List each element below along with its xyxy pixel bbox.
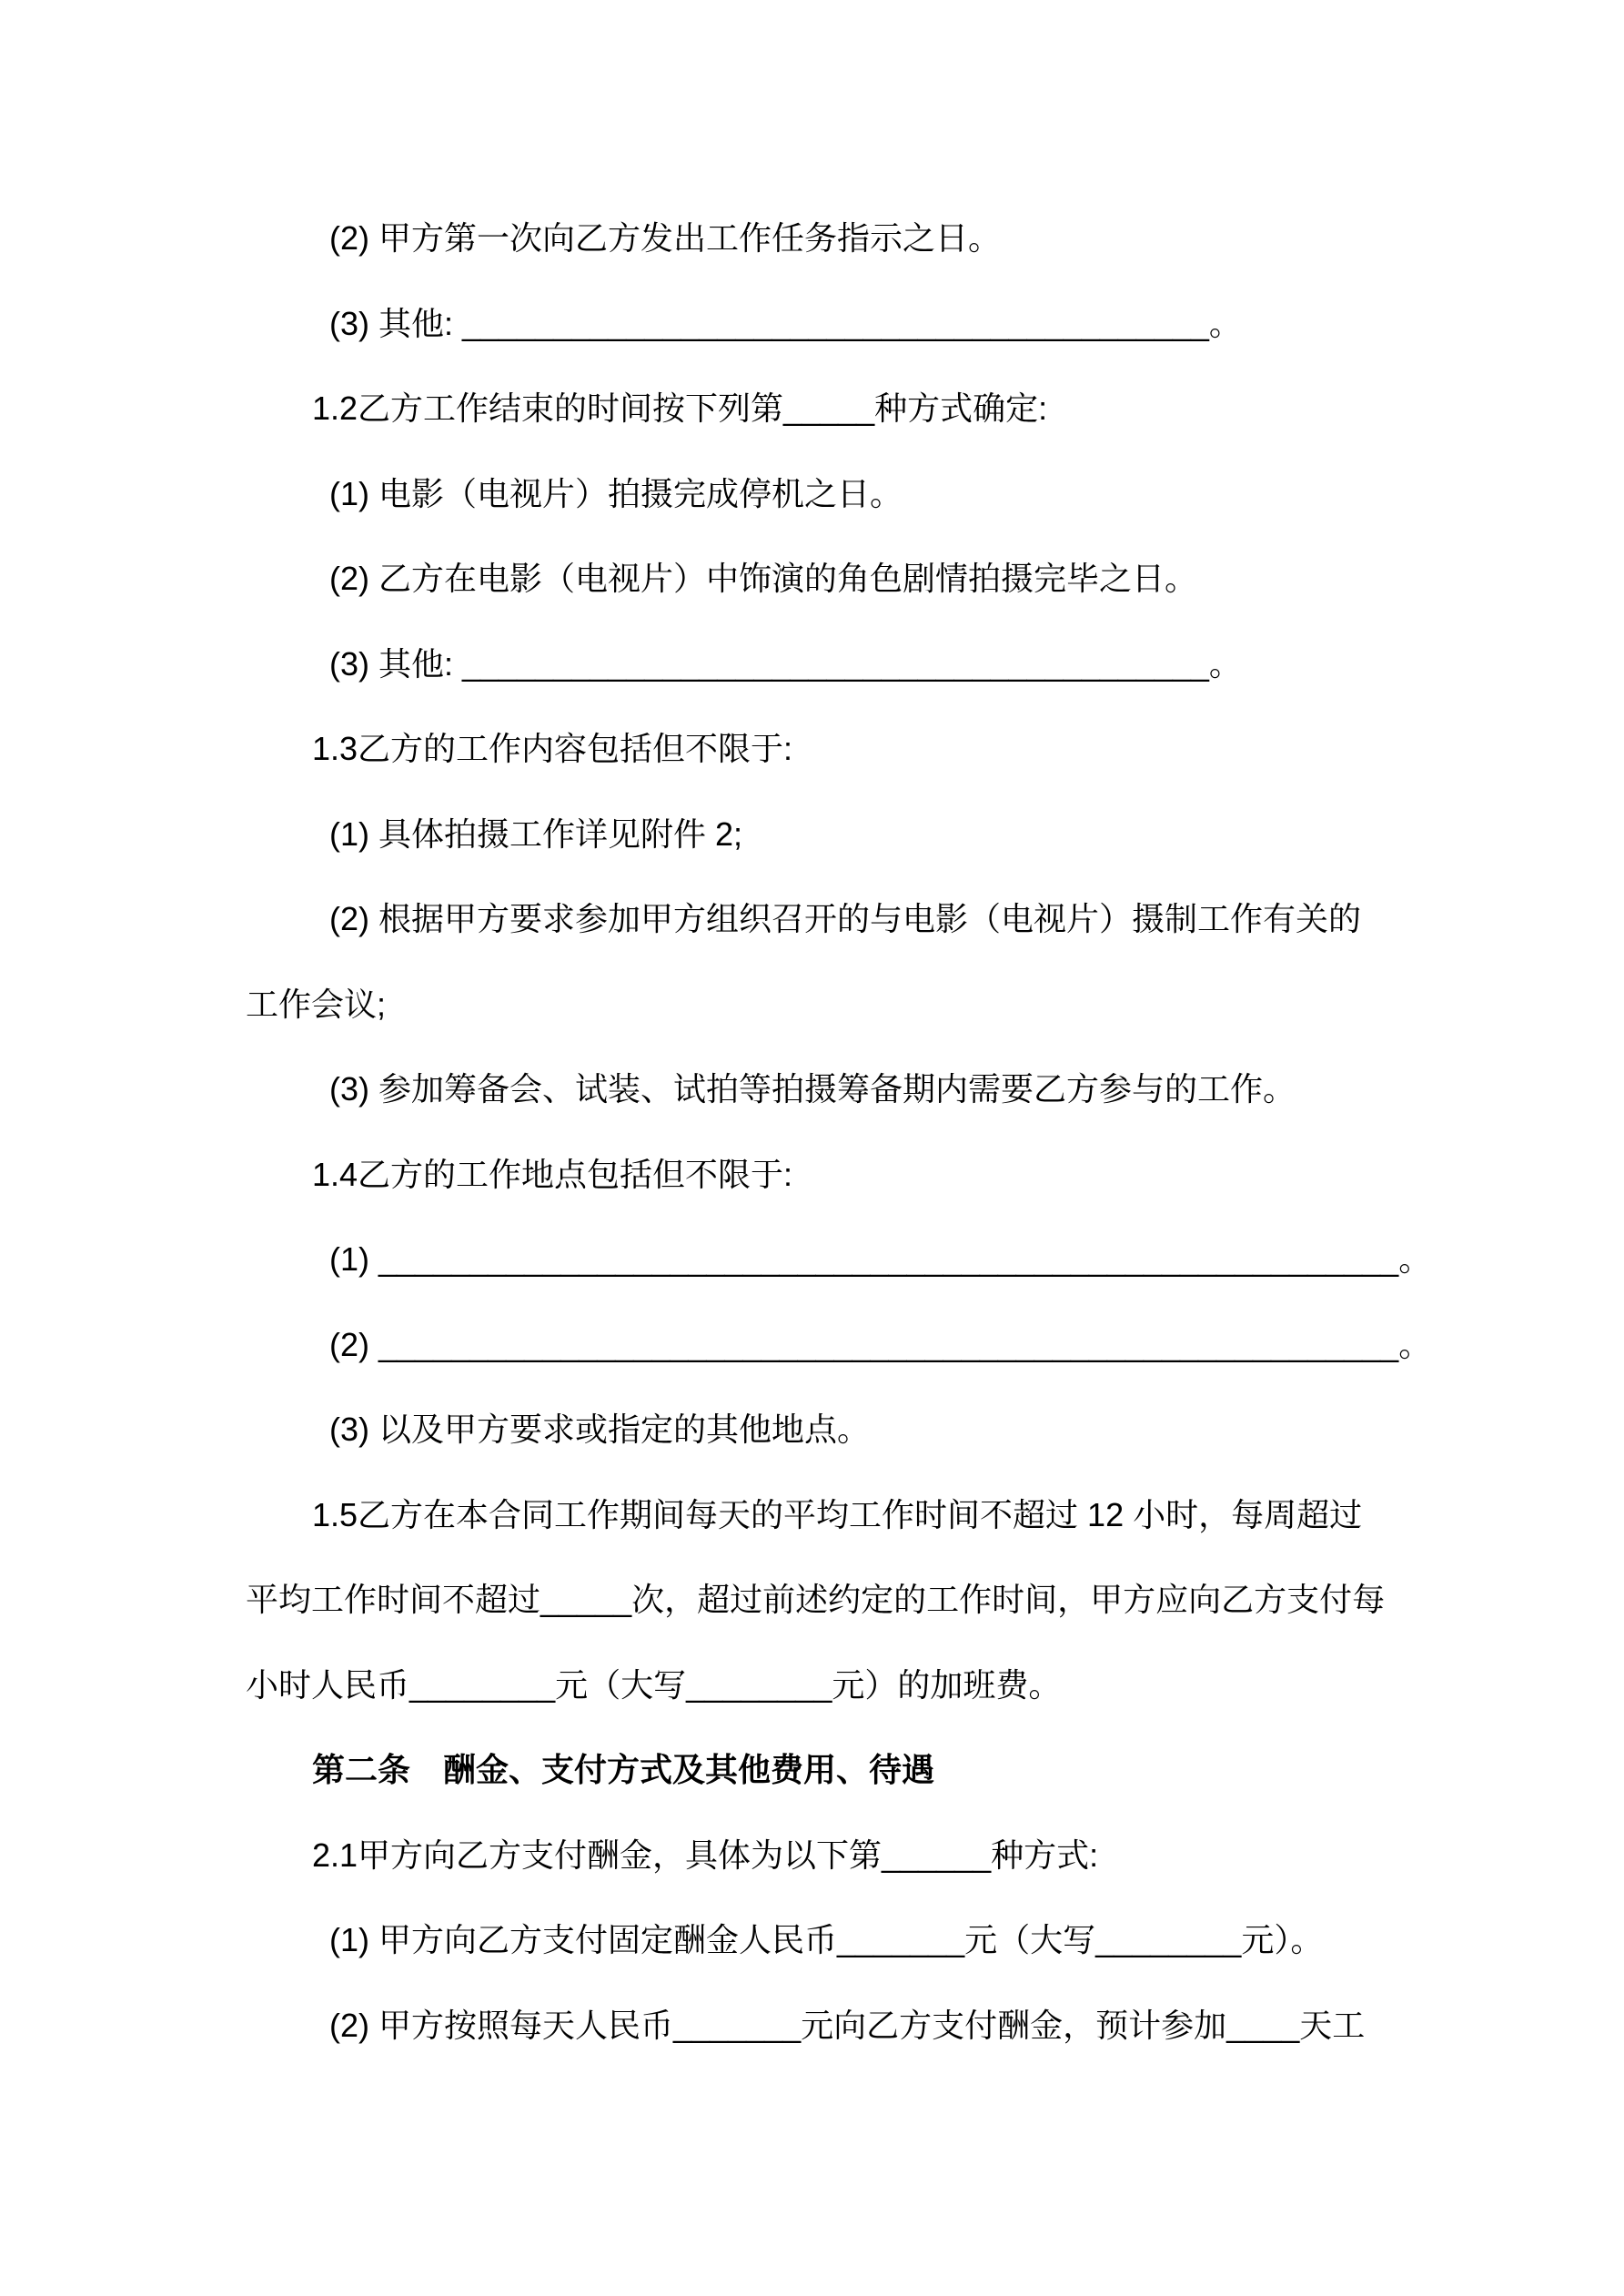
contract-line: 1.2乙方工作结束的时间按下列第_____种方式确定: xyxy=(312,389,1048,427)
contract-line: 第二条 酬金、支付方式及其他费用、待遇 xyxy=(312,1751,935,1788)
contract-line: 2.1甲方向乙方支付酬金，具体为以下第______种方式: xyxy=(312,1836,1099,1874)
contract-line: 1.3乙方的工作内容包括但不限于: xyxy=(312,730,793,767)
contract-line: (2) 甲方按照每天人民币_______元向乙方支付酬金，预计参加____天工 xyxy=(329,2006,1366,2044)
contract-line: (2) 乙方在电影（电视片）中饰演的角色剧情拍摄完毕之日。 xyxy=(329,560,1198,597)
contract-line: (2) 根据甲方要求参加甲方组织召开的与电影（电视片）摄制工作有关的 xyxy=(329,900,1362,937)
contract-line: 工作会议; xyxy=(246,985,387,1023)
contract-line: (3) 其他: _________________________________________。 xyxy=(329,304,1242,342)
contract-line: (1) 电影（电视片）拍摄完成停机之日。 xyxy=(329,474,903,512)
contract-line: 小时人民币________元（大写________元）的加班费。 xyxy=(246,1665,1062,1704)
contract-line: (1) 甲方向乙方支付固定酬金人民币_______元（大写________元）。 xyxy=(329,1921,1324,1958)
contract-line: (2) ________________________________________________________。 xyxy=(329,1325,1432,1363)
contract-body xyxy=(246,196,1432,2068)
contract-line: 平均工作时间不超过_____次，超过前述约定的工作时间，甲方应向乙方支付每 xyxy=(246,1581,1386,1618)
contract-line: (3) 其他: _________________________________________。 xyxy=(329,644,1242,683)
contract-line: (2) 甲方第一次向乙方发出工作任务指示之日。 xyxy=(329,219,1002,257)
contract-line: 1.5乙方在本合同工作期间每天的平均工作时间不超过 12 小时，每周超过 xyxy=(312,1495,1363,1533)
contract-line: (3) 参加筹备会、试装、试拍等拍摄筹备期内需要乙方参与的工作。 xyxy=(329,1070,1296,1108)
contract-line: (1) 具体拍摄工作详见附件 2; xyxy=(329,814,743,853)
contract-line: (1) ________________________________________________________。 xyxy=(329,1240,1432,1278)
contract-line: (3) 以及甲方要求或指定的其他地点。 xyxy=(329,1411,871,1448)
contract-line: 1.4乙方的工作地点包括但不限于: xyxy=(312,1155,793,1193)
